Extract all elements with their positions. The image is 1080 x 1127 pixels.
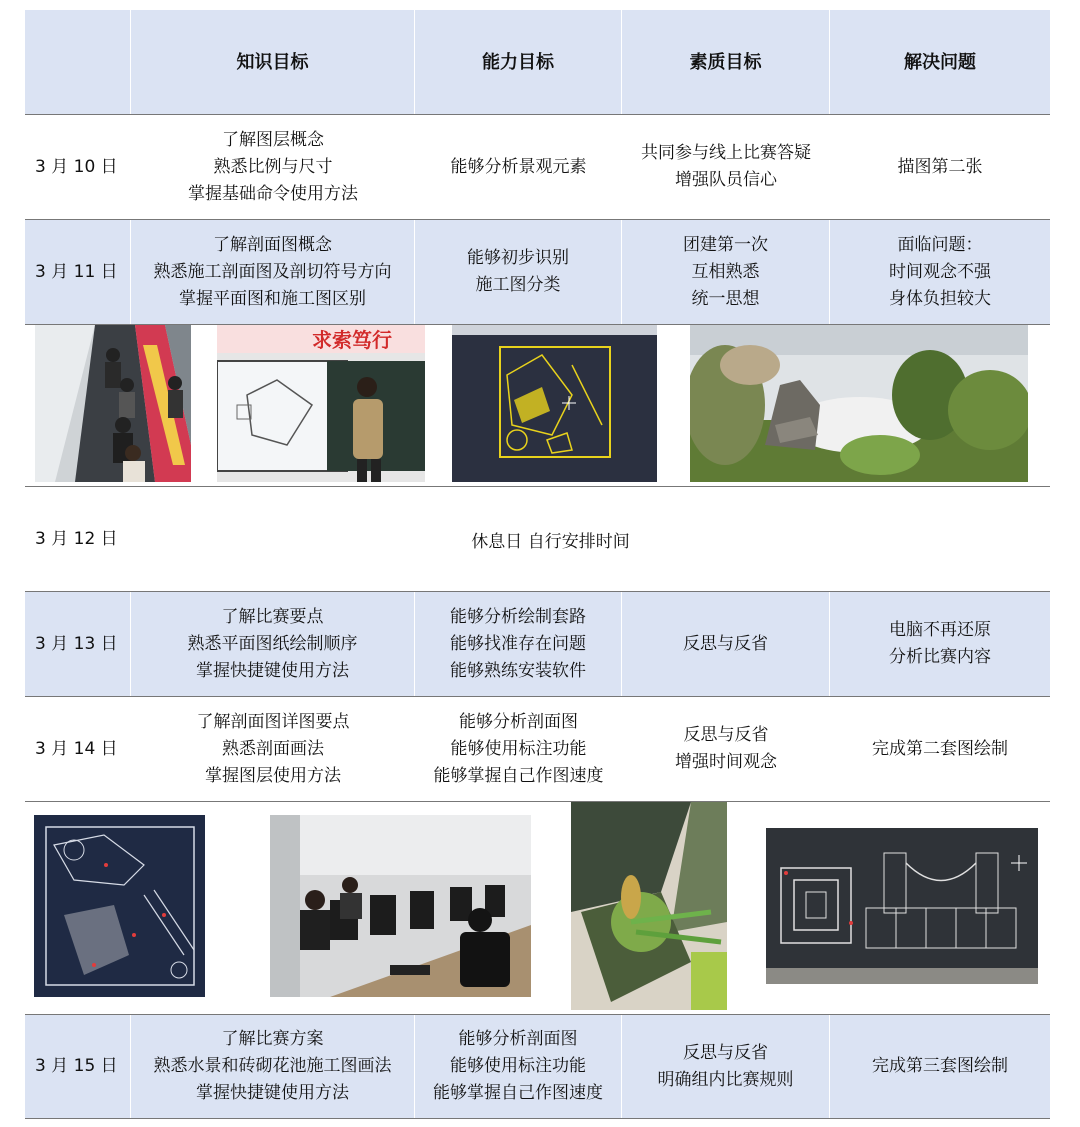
knowledge-cell	[131, 115, 415, 219]
table-row	[25, 592, 1050, 697]
header-ability-goal: 能力目标	[415, 10, 622, 114]
ability-cell	[415, 115, 622, 219]
landscape-garden-photo	[690, 325, 1028, 482]
cell-line: 了解剖面图详图要点	[196, 711, 350, 732]
computer-lab-photo	[270, 815, 531, 997]
cell-line: 熟悉比例与尺寸	[213, 156, 333, 177]
cell-line: 能够初步识别	[467, 248, 569, 268]
cell-line: 掌握快捷键使用方法	[196, 660, 349, 681]
ability-cell	[415, 592, 622, 696]
cell-line: 反思与反省	[683, 1042, 768, 1063]
cell-line: 明确组内比赛规则	[657, 1069, 794, 1090]
cell-line: 面临问题：	[897, 234, 983, 255]
table-row	[25, 487, 1050, 592]
cad-drawing-photo-3	[766, 828, 1038, 984]
table-row	[25, 220, 1050, 325]
cell-line: 能够熟练安装软件	[450, 660, 586, 681]
cell-line: 增强队员信心	[675, 170, 777, 190]
cell-line: 了解比赛方案	[221, 1029, 324, 1049]
ability-cell	[415, 1015, 622, 1118]
cell-line: 能够分析景观元素	[450, 156, 587, 177]
cell-line: 完成第三套图绘制	[872, 1056, 1008, 1076]
ability-cell	[415, 220, 622, 324]
cell-line: 熟悉水景和砖砌花池施工图画法	[153, 1056, 392, 1076]
table-header-row	[25, 10, 1050, 115]
cell-line: 团建第一次	[683, 234, 768, 255]
header-knowledge-goal: 知识目标	[131, 10, 415, 114]
row-date: 3 月 15 日	[25, 1015, 131, 1118]
cell-line: 电脑不再还原	[889, 620, 991, 640]
row-date: 3 月 11 日	[25, 220, 131, 324]
cell-line: 描图第二张	[897, 156, 983, 177]
cell-line: 完成第二套图绘制	[872, 738, 1008, 759]
cell-line: 时间观念不强	[889, 261, 991, 282]
cell-line: 了解剖面图概念	[213, 234, 332, 255]
cell-line: 能够找准存在问题	[450, 633, 586, 654]
header-problem-solved: 解决问题	[904, 51, 976, 73]
cell-line: 了解比赛要点	[221, 606, 324, 627]
plant-bag-photo	[571, 802, 727, 1010]
row-date: 3 月 10 日	[35, 156, 118, 177]
cell-line: 掌握快捷键使用方法	[196, 1083, 349, 1103]
knowledge-cell	[131, 697, 415, 801]
knowledge-cell	[131, 1015, 415, 1118]
row-date: 3 月 14 日	[35, 738, 118, 759]
cell-line: 熟悉剖面画法	[222, 738, 324, 759]
cell-line: 能够掌握自己作图速度	[433, 765, 604, 786]
cell-line: 身体负担较大	[889, 288, 991, 309]
cell-line: 共同参与线上比赛答疑	[641, 143, 811, 163]
table-row	[25, 697, 1050, 802]
table-row	[25, 115, 1050, 220]
table-row	[25, 1014, 1050, 1119]
cell-line: 了解图层概念	[222, 129, 324, 150]
row-date: 3 月 12 日	[35, 528, 118, 549]
cell-line: 反思与反省	[683, 633, 768, 654]
cell-line: 熟悉施工剖面图及剖切符号方向	[153, 261, 392, 282]
cell-line: 能够分析剖面图	[459, 711, 578, 732]
rest-day-note: 休息日 自行安排时间	[471, 531, 630, 552]
quality-cell	[622, 1015, 830, 1118]
quality-cell	[622, 115, 830, 219]
cell-line: 反思与反省	[683, 725, 769, 745]
quality-cell	[622, 697, 830, 801]
knowledge-cell	[131, 220, 415, 324]
problem-cell	[830, 115, 1050, 219]
cell-line: 能够分析绘制套路	[450, 606, 586, 627]
problem-cell	[830, 1015, 1050, 1118]
cell-line: 能够使用标注功能	[450, 738, 587, 759]
problem-cell	[830, 592, 1050, 696]
cell-line: 掌握平面图和施工图区别	[179, 288, 366, 309]
escalator-photo	[35, 325, 191, 482]
cad-drawing-photo-1	[452, 325, 657, 482]
cell-line: 施工图分类	[475, 275, 561, 295]
cell-line: 能够分析剖面图	[458, 1029, 578, 1049]
cell-line: 增强时间观念	[675, 752, 777, 772]
classroom-presentation-photo	[217, 325, 425, 482]
quality-cell	[622, 220, 830, 324]
ability-cell	[415, 697, 622, 801]
cell-line: 熟悉平面图纸绘制顺序	[187, 633, 358, 654]
cell-line: 能够使用标注功能	[450, 1056, 586, 1076]
header-quality-goal: 素质目标	[622, 10, 830, 114]
header-date	[25, 10, 131, 114]
cell-line: 互相熟悉	[691, 261, 760, 282]
cad-drawing-photo-2	[34, 815, 205, 997]
problem-cell	[830, 220, 1050, 324]
knowledge-cell	[131, 592, 415, 696]
cell-line: 能够掌握自己作图速度	[433, 1083, 603, 1103]
banner-text: 求索笃行	[312, 328, 392, 352]
cell-line: 掌握图层使用方法	[205, 765, 341, 786]
row-date: 3 月 13 日	[25, 592, 131, 696]
cell-line: 统一思想	[691, 288, 760, 309]
problem-cell	[830, 697, 1050, 801]
quality-cell	[622, 592, 830, 696]
cell-line: 分析比赛内容	[889, 647, 991, 667]
cell-line: 掌握基础命令使用方法	[188, 183, 358, 204]
